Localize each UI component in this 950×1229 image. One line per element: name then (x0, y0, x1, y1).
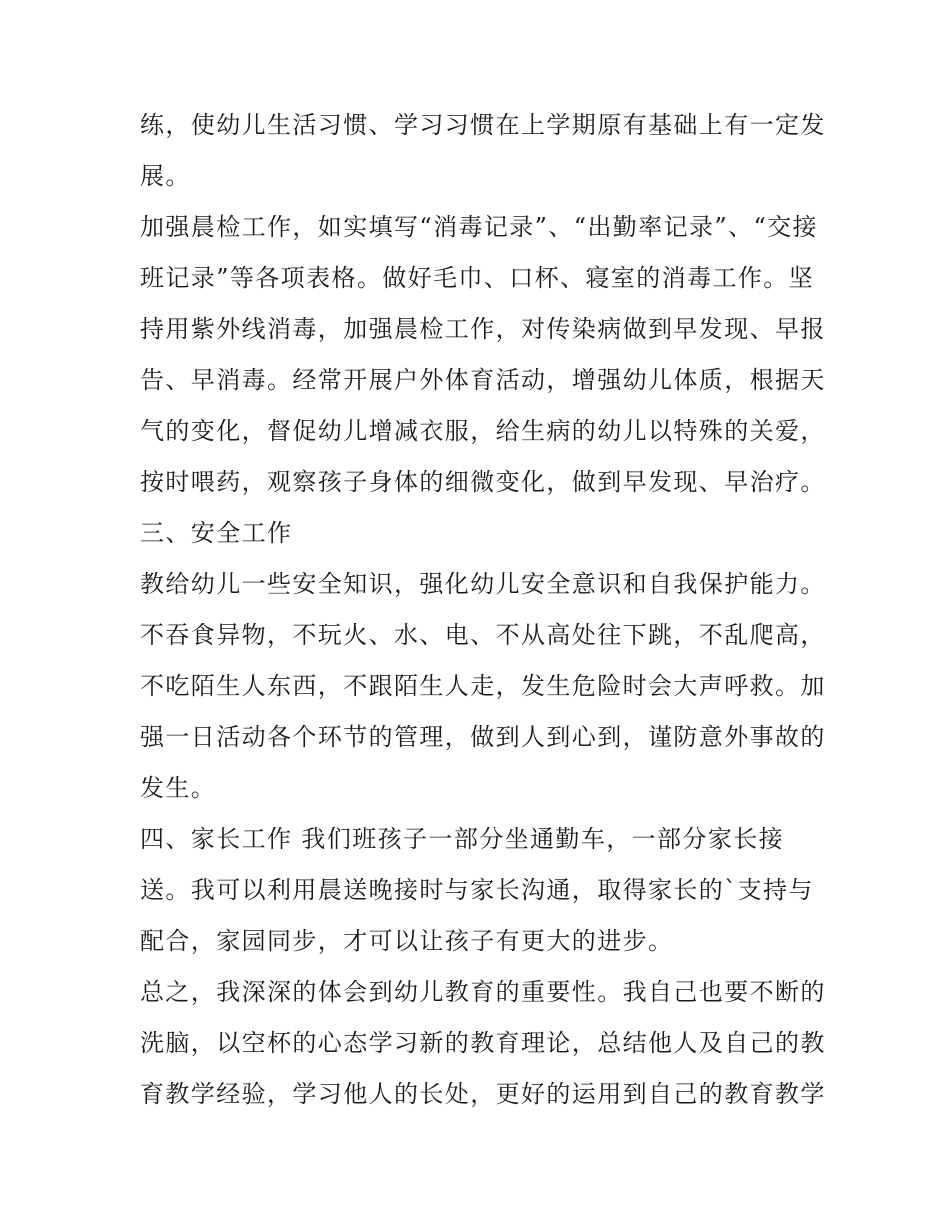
section-heading-safety: 三、安全工作 (140, 519, 293, 547)
text-line: 总之，我深深的体会到幼儿教育的重要性。我自己也要不断的 (140, 978, 826, 1006)
text-line: 强一日活动各个环节的管理，做到人到心到，谨防意外事故的 (140, 723, 826, 751)
text-line: 发生。 (140, 774, 217, 802)
text-line: 洗脑，以空杯的心态学习新的教育理论，总结他人及自己的教 (140, 1029, 826, 1057)
text-line: 不吞食异物，不玩火、水、电、不从高处往下跳，不乱爬高， (140, 621, 826, 649)
text-line: 不吃陌生人东西，不跟陌生人走，发生危险时会大声呼救。加 (140, 672, 826, 700)
text-line: 告、早消毒。经常开展户外体育活动，增强幼儿体质，根据天 (140, 366, 826, 394)
text-line: 加强晨检工作，如实填写“消毒记录”、“出勤率记录”、“交接 (140, 213, 818, 241)
document-body (140, 100, 826, 1120)
text-line: 练，使幼儿生活习惯、学习习惯在上学期原有基础上有一定发 (140, 111, 826, 139)
text-line: 配合，家园同步，才可以让孩子有更大的进步。 (140, 927, 674, 955)
text-line: 展。 (140, 162, 191, 190)
section-heading-parents: 四、家长工作 我们班孩子一部分坐通勤车，一部分家长接 (140, 825, 785, 853)
text-line: 气的变化，督促幼儿增减衣服，给生病的幼儿以特殊的关爱， (140, 417, 826, 445)
text-line: 送。我可以利用晨送晚接时与家长沟通，取得家长的`支持与 (140, 876, 814, 904)
text-line: 教给幼儿一些安全知识，强化幼儿安全意识和自我保护能力。 (140, 570, 826, 598)
text-line: 按时喂药，观察孩子身体的细微变化，做到早发现、早治疗。 (140, 468, 826, 496)
text-line: 育教学经验，学习他人的长处，更好的运用到自己的教育教学 (140, 1080, 826, 1108)
text-line: 班记录”等各项表格。做好毛巾、口杯、寝室的消毒工作。坚 (140, 264, 815, 292)
text-line: 持用紫外线消毒，加强晨检工作，对传染病做到早发现、早报 (140, 315, 826, 343)
